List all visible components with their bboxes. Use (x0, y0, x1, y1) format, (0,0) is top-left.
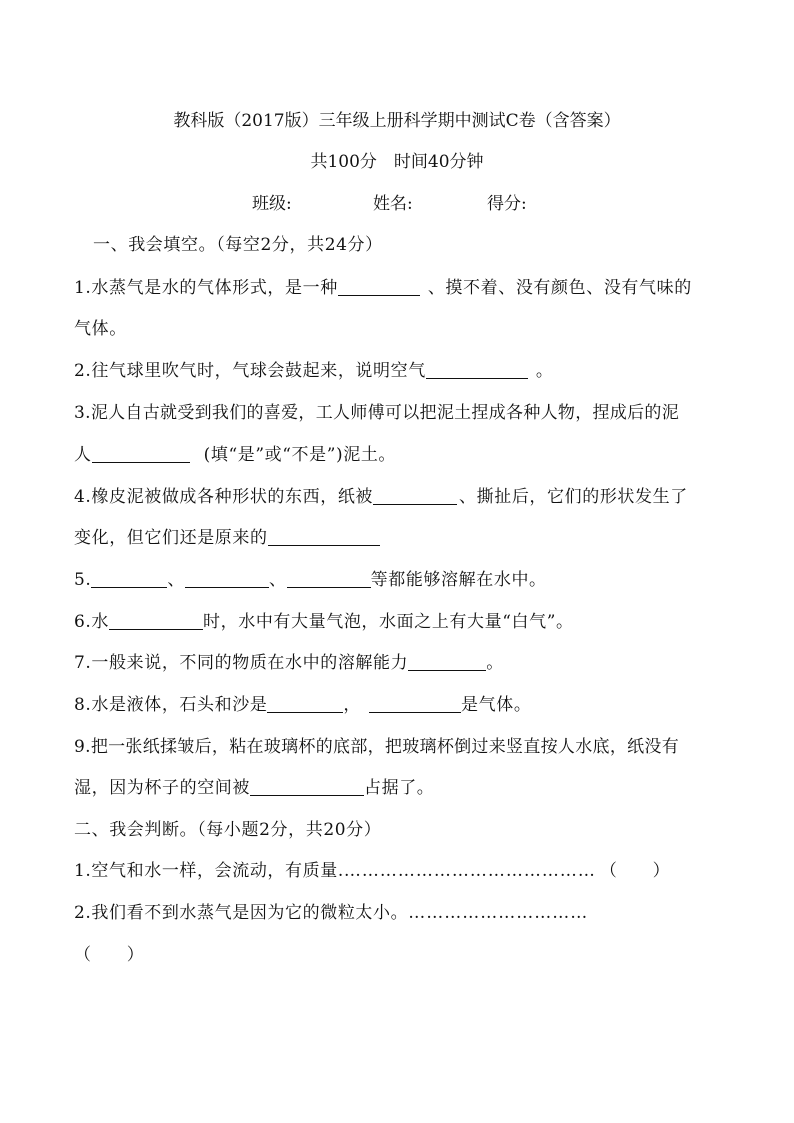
question-text: 。 (486, 653, 504, 673)
answer-blank (267, 711, 343, 713)
name-label: 姓名: (373, 194, 413, 214)
section1-heading: 一、我会填空。（每空2分，共24分） (93, 235, 383, 255)
question-1-2 (74, 356, 553, 381)
answer-blank (369, 711, 461, 713)
question-text: (填“是”或“不是”)泥土。 (203, 445, 397, 465)
question-text: 湿，因为杯子的空间被 (74, 778, 250, 798)
question-2-1 (74, 856, 670, 881)
question-1-1-cont: 气体。 (74, 319, 127, 339)
question-text: 等都能够溶解在水中。 (370, 570, 547, 590)
question-1-6 (74, 607, 574, 632)
question-text: 2.我们看不到水蒸气是因为它的微粒太小。 (74, 903, 409, 923)
answer-blank (250, 794, 364, 796)
question-2-2 (74, 898, 588, 923)
question-1-4-cont (74, 523, 380, 548)
answer-blank (287, 586, 371, 588)
answer-blank (92, 461, 190, 463)
answer-blank (185, 586, 269, 588)
question-1-5 (74, 565, 547, 590)
question-text: 7.一般来说，不同的物质在水中的溶解能力 (74, 653, 409, 673)
section2-heading: 二、我会判断。（每小题2分，共20分） (74, 820, 382, 840)
question-1-3: 3.泥人自古就受到我们的喜爱，工人师傅可以把泥土捏成各种人物，捏成后的泥 (74, 403, 680, 423)
question-text: 6.水 (74, 612, 110, 632)
answer-blank (109, 628, 203, 630)
question-text: 、 (269, 570, 287, 590)
question-text: 人 (74, 445, 92, 465)
question-text: 。 (535, 361, 554, 381)
question-1-3-cont (74, 440, 396, 465)
exam-title: 教科版（2017版）三年级上册科学期中测试C卷（含答案） (173, 111, 621, 131)
answer-blank (91, 586, 167, 588)
question-text: 占据了。 (364, 778, 435, 798)
answer-blank (338, 294, 420, 296)
question-text: 5. (74, 570, 92, 590)
answer-blank (373, 503, 457, 505)
answer-blank (426, 377, 528, 379)
question-text: 变化，但它们还是原来的 (74, 528, 268, 548)
answer-blank (268, 544, 380, 546)
score-label: 得分: (487, 194, 527, 214)
question-1-9-cont (74, 773, 434, 798)
question-text: 是气体。 (461, 695, 532, 715)
question-text: 4.橡皮泥被做成各种形状的东西，纸被 (74, 487, 374, 507)
leader-dots: …………………………………… (343, 861, 596, 881)
question-text: 8.水是液体，石头和沙是 (74, 695, 268, 715)
question-2-2-answer: （ ） (74, 945, 145, 965)
question-1-9: 9.把一张纸揉皱后，粘在玻璃杯的底部，把玻璃杯倒过来竖直按人水底，纸没有 (74, 737, 680, 757)
class-label: 班级: (252, 194, 292, 214)
question-text: 、 (167, 570, 186, 590)
question-1-1 (74, 273, 692, 298)
question-text: 、摸不着、没有颜色、没有气味的 (427, 278, 692, 298)
question-1-4 (74, 482, 688, 507)
answer-blank (408, 669, 486, 671)
answer-parentheses: （ ） (599, 861, 671, 881)
question-text: 、撕扯后，它们的形状发生了 (459, 487, 688, 507)
question-1-7 (74, 648, 504, 673)
question-text: 2.往气球里吹气时，气球会鼓起来，说明空气 (74, 361, 426, 381)
question-1-8 (74, 690, 531, 715)
question-text: 1.空气和水一样，会流动，有质量. (74, 861, 344, 881)
question-text: 时，水中有大量气泡，水面之上有大量“白气”。 (203, 612, 574, 632)
exam-subtitle: 共100分 时间40分钟 (310, 152, 484, 172)
question-text: 1.水蒸气是水的气体形式，是一种 (74, 278, 338, 298)
question-text: ， (343, 695, 362, 715)
leader-dots: ………………………… (408, 903, 589, 923)
